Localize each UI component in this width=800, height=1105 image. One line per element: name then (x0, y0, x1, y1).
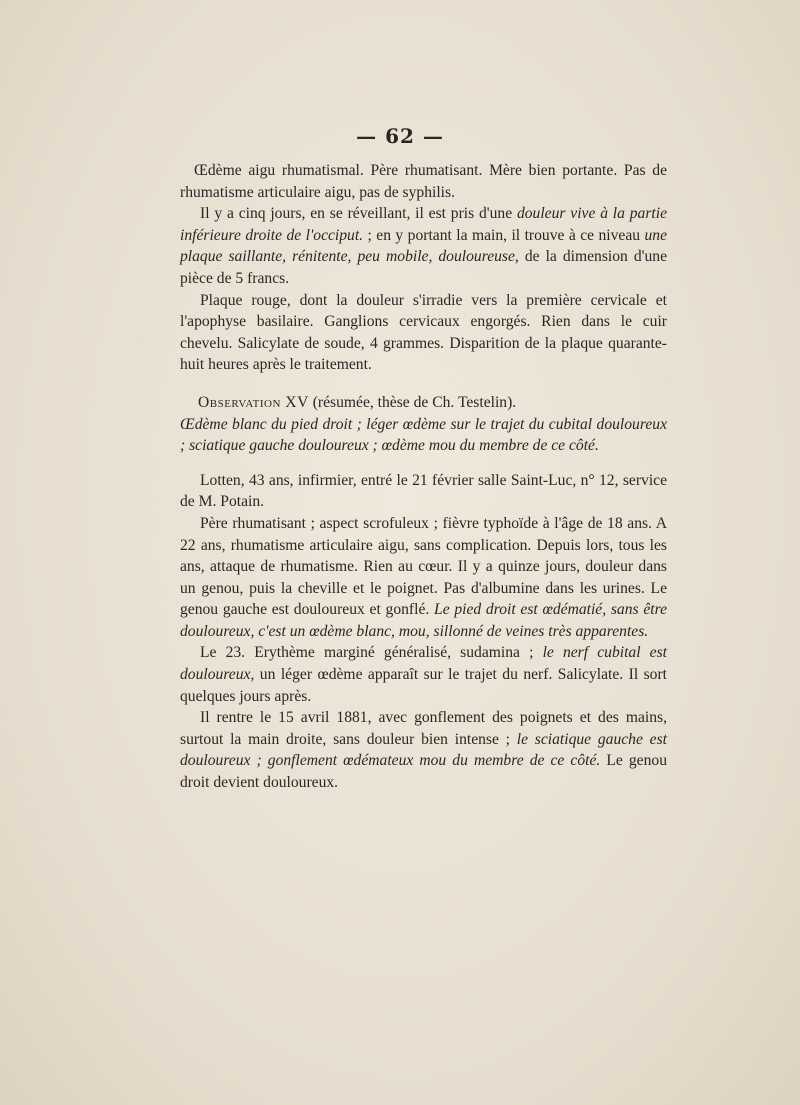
observation-heading (180, 392, 667, 414)
text-run: , de la dimension d'une pièce de 5 francs. (180, 248, 667, 287)
text-run: Le 23. Erythème marginé généralisé, sudamina ; (200, 644, 543, 662)
paragraph-patient: Lotten, 43 ans, infirmier, entré le 21 février salle Saint-Luc, n° 12, service de M. Potain. (180, 471, 667, 511)
paragraph-readmission (180, 707, 667, 793)
text-run: Il rentre le 15 avril 1881, avec gonflement des poignets et des mains, surtout la main droite, sans douleur bien intense ; (180, 709, 667, 748)
page-number: — 62 — (356, 124, 444, 148)
paragraph-history: Œdème aigu rhumatismal. Père rhumatisant. Mère bien portante. Pas de rhumatisme articulaire aigu, pas de syphilis. (180, 162, 667, 201)
emphasis-run: douleur vive à la partie inférieure droite de l'occiput. (180, 205, 667, 244)
text-run: Père rhumatisant ; aspect scrofuleux ; fièvre typhoïde à l'âge de 18 ans. A 22 ans, rhumatisme articulaire aigu, sans complication. Depuis lors, tous les ans, attaque de rhumatisme. Rien au cœur. Il y a quinze jours, douleur dans un genou, puis la cheville et le poignet. Pas d'albumine dans les urines. Le genou gauche est douloureux et gonflé. (180, 514, 667, 619)
emphasis-run: le nerf cubital est douloureux (180, 644, 667, 684)
emphasis-run: une plaque saillante, rénitente, peu mobile, douloureuse (180, 226, 667, 266)
text-run: Il y a cinq jours, en se réveillant, il est pris d'une (200, 205, 517, 223)
observation-label: Observation XV (198, 393, 309, 411)
paragraph-antecedents (180, 513, 667, 643)
paragraph-onset (180, 203, 667, 289)
text-run: Le genou droit devient douloureux. (180, 752, 667, 792)
body-text (180, 160, 667, 794)
emphasis-run: Le pied droit est œdématié, sans être douloureux, c'est un œdème blanc, mou, sillonné de veines très apparentes. (180, 601, 667, 640)
text-run: ; en y portant la main, il trouve à ce niveau (363, 226, 645, 244)
observation-summary: Œdème blanc du pied droit ; léger œdème sur le trajet du cubital douloureux ; sciatique gauche douloureux ; œdème mou du membre de ce côté. (180, 415, 667, 455)
emphasis-run: le sciatique gauche est douloureux ; gonflement œdémateux mou du membre de ce côté. (180, 730, 667, 770)
paragraph-plaque: Plaque rouge, dont la douleur s'irradie vers la première cervicale et l'apophyse basilaire. Ganglions cervicaux engorgés. Rien dans le cuir chevelu. Salicylate de soude, 4 grammes. Disparition de la plaque quarante-huit heures après le traitement. (180, 291, 667, 374)
observation-source: (résumée, thèse de Ch. Testelin). (308, 393, 517, 411)
paragraph-day-23 (180, 642, 667, 707)
text-run: , un léger œdème apparaît sur le trajet du nerf. Salicylate. Il sort quelques jours après. (180, 666, 667, 705)
